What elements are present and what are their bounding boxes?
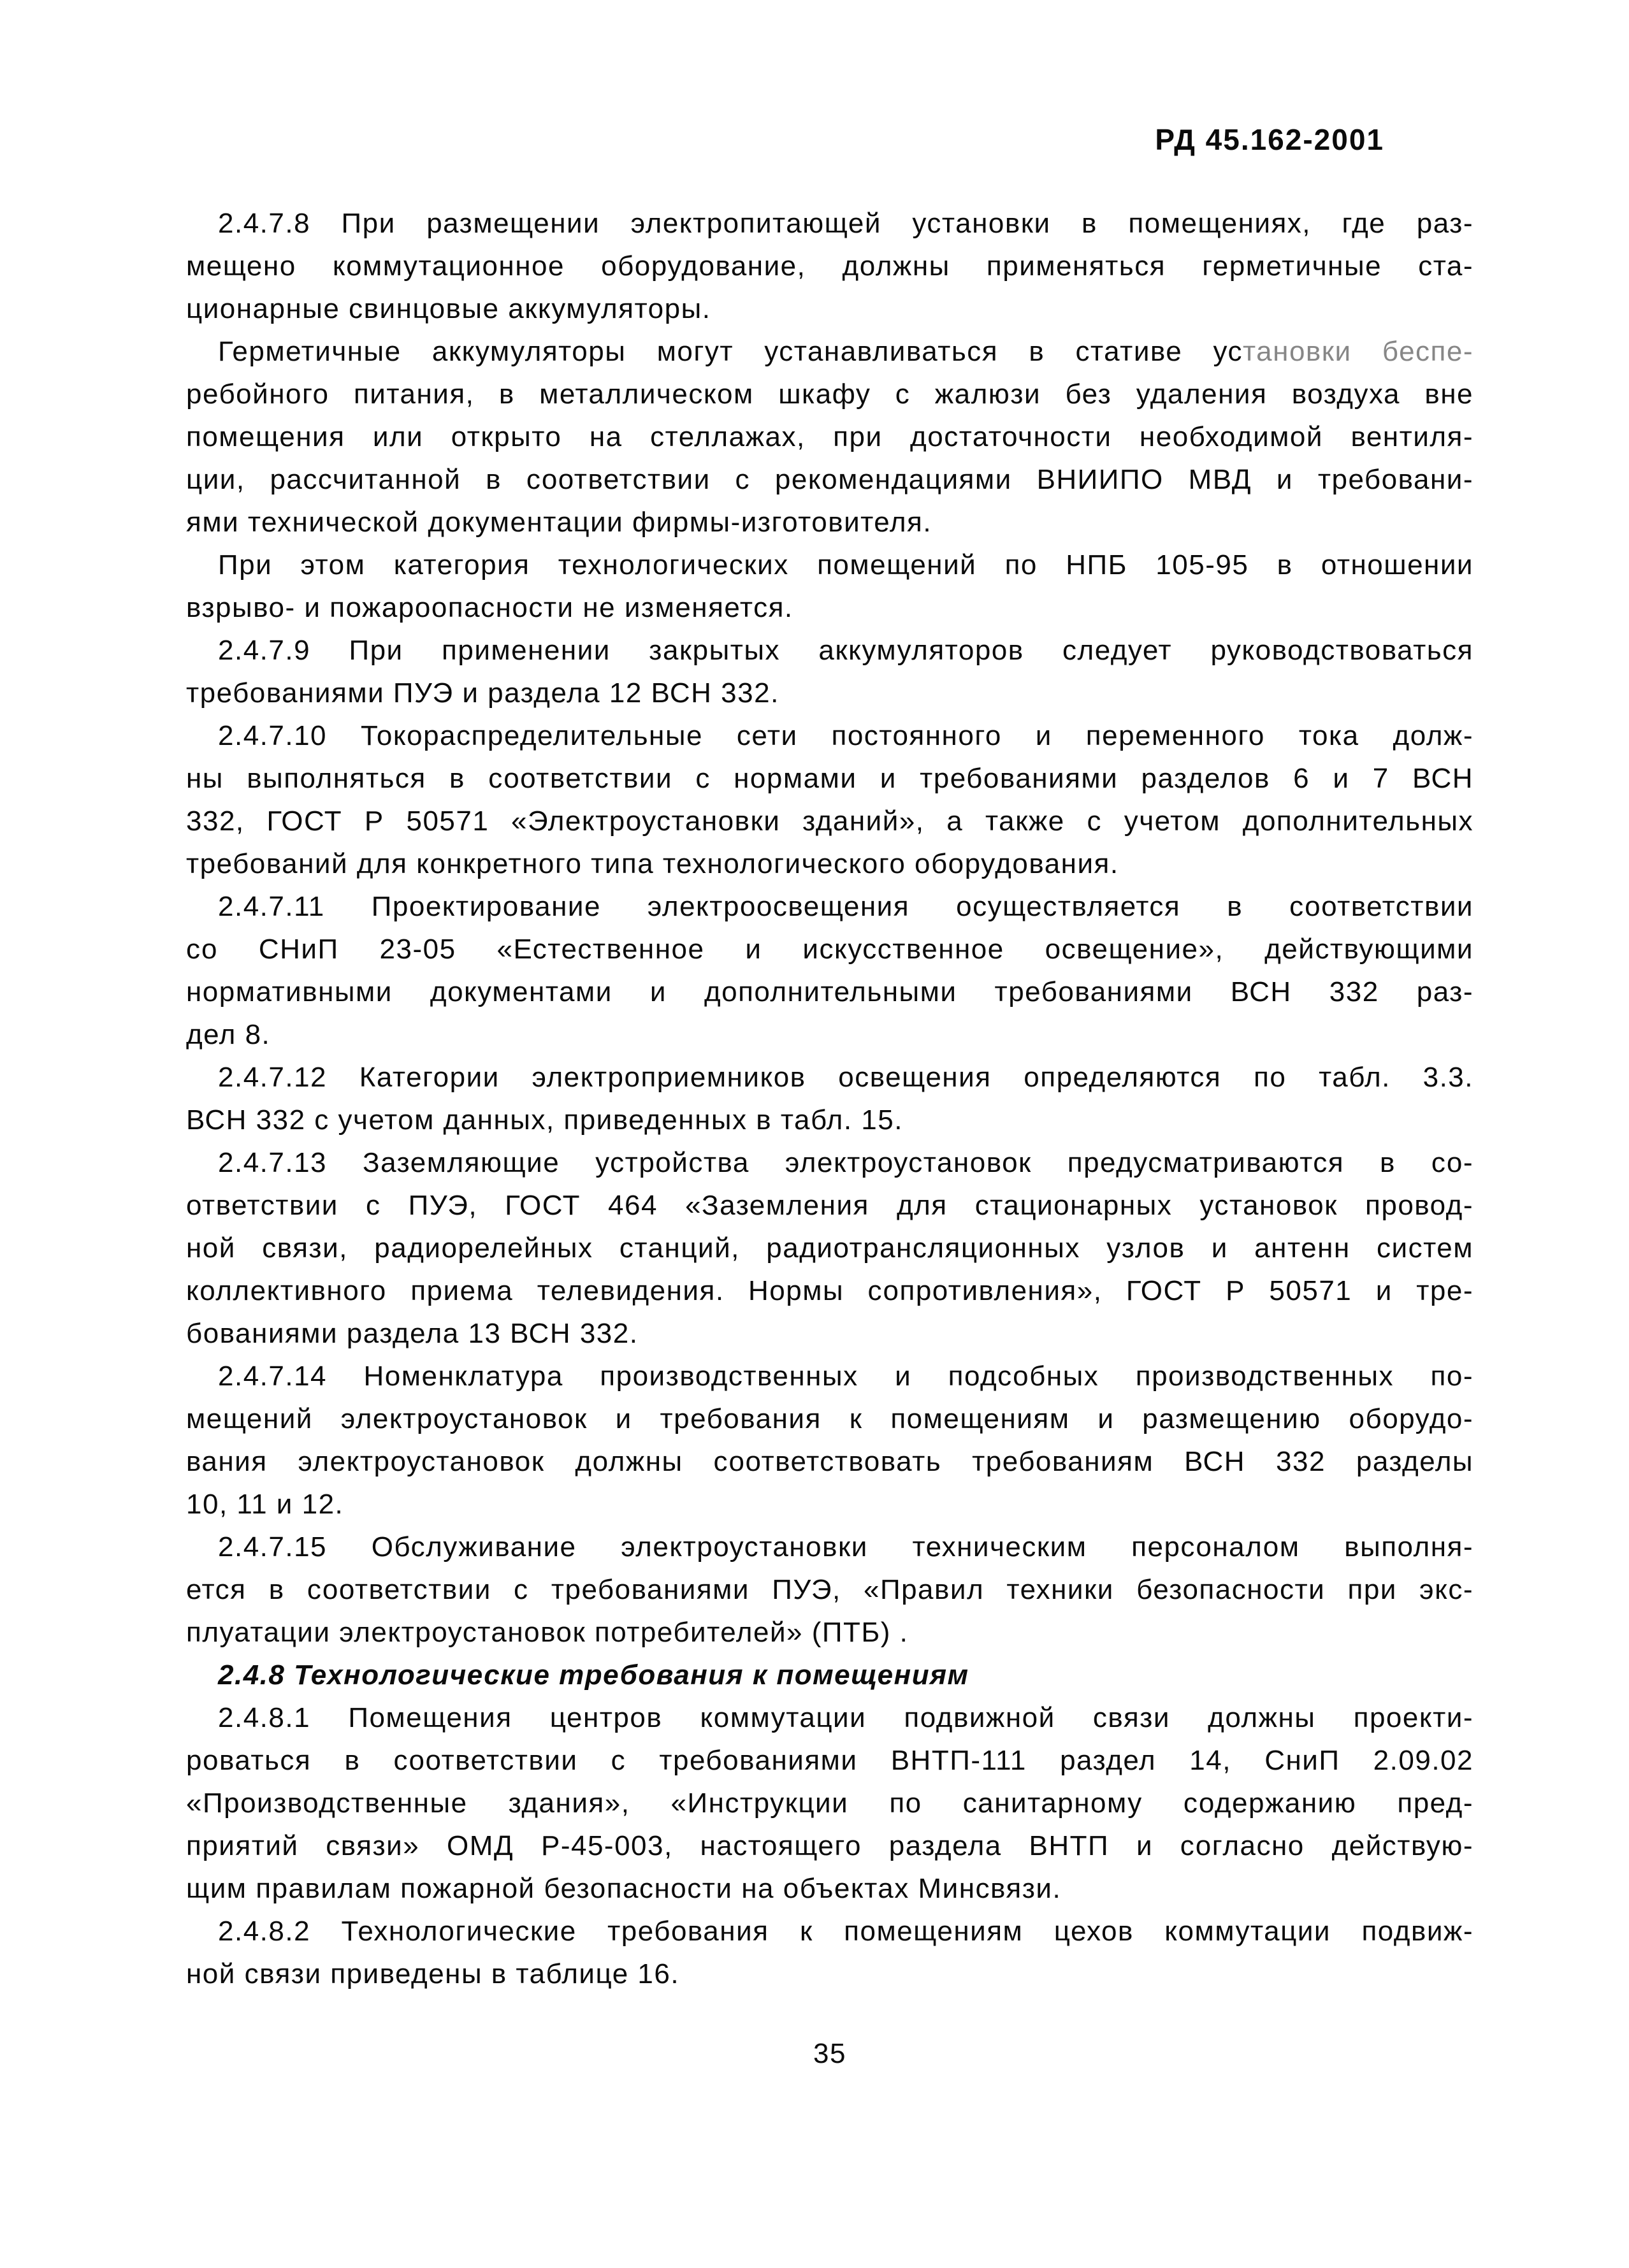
text-line: ной связи приведены в таблице 16. [186, 1958, 680, 1990]
section-heading [186, 1654, 1473, 1696]
text-line: нормативными документами и дополнительными требованиями ВСН 332 раз- [186, 976, 1473, 1008]
paragraph [186, 1355, 1473, 1526]
text-line: 2.4.7.12 Категории электроприемников освещения определяются по табл. 3.3. [218, 1062, 1473, 1093]
text-line: щим правилам пожарной безопасности на объектах Минсвязи. [186, 1873, 1062, 1904]
text-line: 2.4.7.15 Обслуживание электроустановки техническим персоналом выполня- [218, 1531, 1473, 1563]
text-line: ции, рассчитанной в соответствии с рекомендациями ВНИИПО МВД и требовани- [186, 464, 1473, 495]
text-line: мещений электроустановок и требования к помещениям и размещению оборудо- [186, 1403, 1473, 1434]
text-line: 2.4.7.9 При применении закрытых аккумуляторов следует руководствоваться [218, 635, 1473, 666]
text-line: 10, 11 и 12. [186, 1489, 344, 1520]
paragraph [186, 1910, 1473, 1995]
text-line: требований для конкретного типа технологического оборудования. [186, 848, 1119, 879]
paragraph [186, 1526, 1473, 1654]
text-line: 2.4.7.14 Номенклатура производственных и подсобных производственных по- [218, 1361, 1473, 1392]
text-line: плуатации электроустановок потребителей» (ПТБ) . [186, 1617, 909, 1648]
paragraph [186, 629, 1473, 714]
text-line: ребойного питания, в металлическом шкафу с жалюзи без удаления воздуха вне [186, 379, 1473, 410]
text-line [186, 330, 1473, 373]
paragraph [186, 330, 1473, 544]
text-line: 2.4.7.8 При размещении электропитающей установки в помещениях, где раз- [218, 208, 1473, 239]
text-line: ВСН 332 с учетом данных, приведенных в табл. 15. [186, 1104, 903, 1136]
text-line: 2.4.8.1 Помещения центров коммутации подвижной связи должны проекти- [218, 1702, 1473, 1733]
text-line: мещено коммутационное оборудование, должны применяться герметичные ста- [186, 250, 1473, 282]
faded-text: тановки беспе- [1243, 336, 1473, 367]
text-line: помещения или открыто на стеллажах, при достаточности необходимой вентиля- [186, 421, 1473, 452]
text-line: ется в соответствии с требованиями ПУЭ, «Правил техники безопасности при экс- [186, 1574, 1473, 1605]
text-line: ной связи, радиорелейных станций, радиотрансляционных узлов и антенн систем [186, 1232, 1473, 1264]
paragraph [186, 202, 1473, 330]
paragraph [186, 1696, 1473, 1910]
text-line: взрыво- и пожароопасности не изменяется. [186, 592, 793, 623]
text-line: 2.4.8 Технологические требования к помещениям [218, 1659, 969, 1691]
paragraph [186, 714, 1473, 885]
paragraph [186, 1141, 1473, 1355]
document-body [186, 202, 1473, 1995]
text-line: ны выполняться в соответствии с нормами и требованиями разделов 6 и 7 ВСН [186, 763, 1473, 794]
text-line: 332, ГОСТ Р 50571 «Электроустановки зданий», а также с учетом дополнительных [186, 805, 1473, 837]
paragraph [186, 544, 1473, 629]
text-line: приятий связи» ОМД Р-45-003, настоящего раздела ВНТП и согласно действую- [186, 1830, 1473, 1861]
text-segment: Герметичные аккумуляторы могут устанавливаться в стативе ус [218, 336, 1243, 367]
text-line: со СНиП 23-05 «Естественное и искусственное освещение», действующими [186, 934, 1473, 965]
text-line: бованиями раздела 13 ВСН 332. [186, 1318, 639, 1349]
doc-number: РД 45.162-2001 [1155, 123, 1384, 156]
text-line: 2.4.7.11 Проектирование электроосвещения осуществляется в соответствии [218, 891, 1473, 922]
text-line: 2.4.7.13 Заземляющие устройства электроустановок предусматриваются в со- [218, 1147, 1473, 1178]
text-line: 2.4.7.10 Токораспределительные сети постоянного и переменного тока долж- [218, 720, 1473, 751]
text-line: ответствии с ПУЭ, ГОСТ 464 «Заземления для стационарных установок провод- [186, 1190, 1473, 1221]
text-line: При этом категория технологических помещений по НПБ 105-95 в отношении [218, 549, 1473, 581]
text-line: коллективного приема телевидения. Нормы сопротивления», ГОСТ Р 50571 и тре- [186, 1275, 1473, 1306]
page-number: 35 [813, 2038, 846, 2069]
paragraph [186, 885, 1473, 1056]
text-line: роваться в соответствии с требованиями ВНТП-111 раздел 14, СниП 2.09.02 [186, 1745, 1473, 1776]
text-line: дел 8. [186, 1019, 271, 1050]
paragraph [186, 1056, 1473, 1141]
text-line: ционарные свинцовые аккумуляторы. [186, 293, 711, 324]
text-line: 2.4.8.2 Технологические требования к помещениям цехов коммутации подвиж- [218, 1916, 1473, 1947]
text-line: требованиями ПУЭ и раздела 12 ВСН 332. [186, 677, 779, 709]
text-line: «Производственные здания», «Инструкции по санитарному содержанию пред- [186, 1788, 1473, 1819]
text-line: вания электроустановок должны соответствовать требованиям ВСН 332 разделы [186, 1446, 1473, 1477]
text-line: ями технической документации фирмы-изготовителя. [186, 507, 932, 538]
